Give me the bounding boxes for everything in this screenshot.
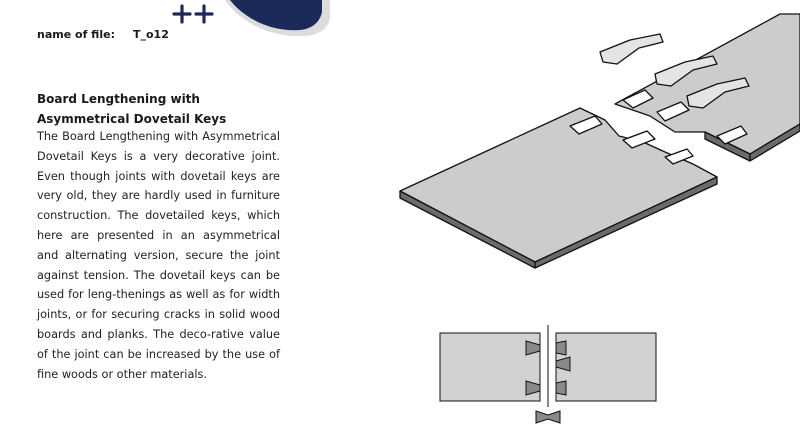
publisher-logo xyxy=(170,0,330,50)
article-title xyxy=(37,89,287,129)
article-title-line-1: Board Lengthening with xyxy=(37,92,200,106)
file-name-row xyxy=(37,28,169,41)
article-body: The Board Lengthening with Asymmetrical Dovetail Keys is a very decorative joint. Even though joints with dovetail keys are very old, they are hardly used in furniture construction. The dovetailed keys, which here are presented in an asymmetrical and alternating version, secure the joint against tension. The dovetail keys can be used for leng-thenings as well as for width joints, or for securing cracks in solid wood boards and planks. The deco-rative value of the joint can be increased by the use of fine woods or other materials. xyxy=(37,130,280,381)
file-name-value: T_o12 xyxy=(133,28,169,41)
isometric-joint-illustration xyxy=(395,4,800,278)
article-title-line-2: Asymmetrical Dovetail Keys xyxy=(37,112,227,126)
plan-view-illustration xyxy=(430,325,665,434)
file-name-label: name of file: xyxy=(37,28,115,41)
